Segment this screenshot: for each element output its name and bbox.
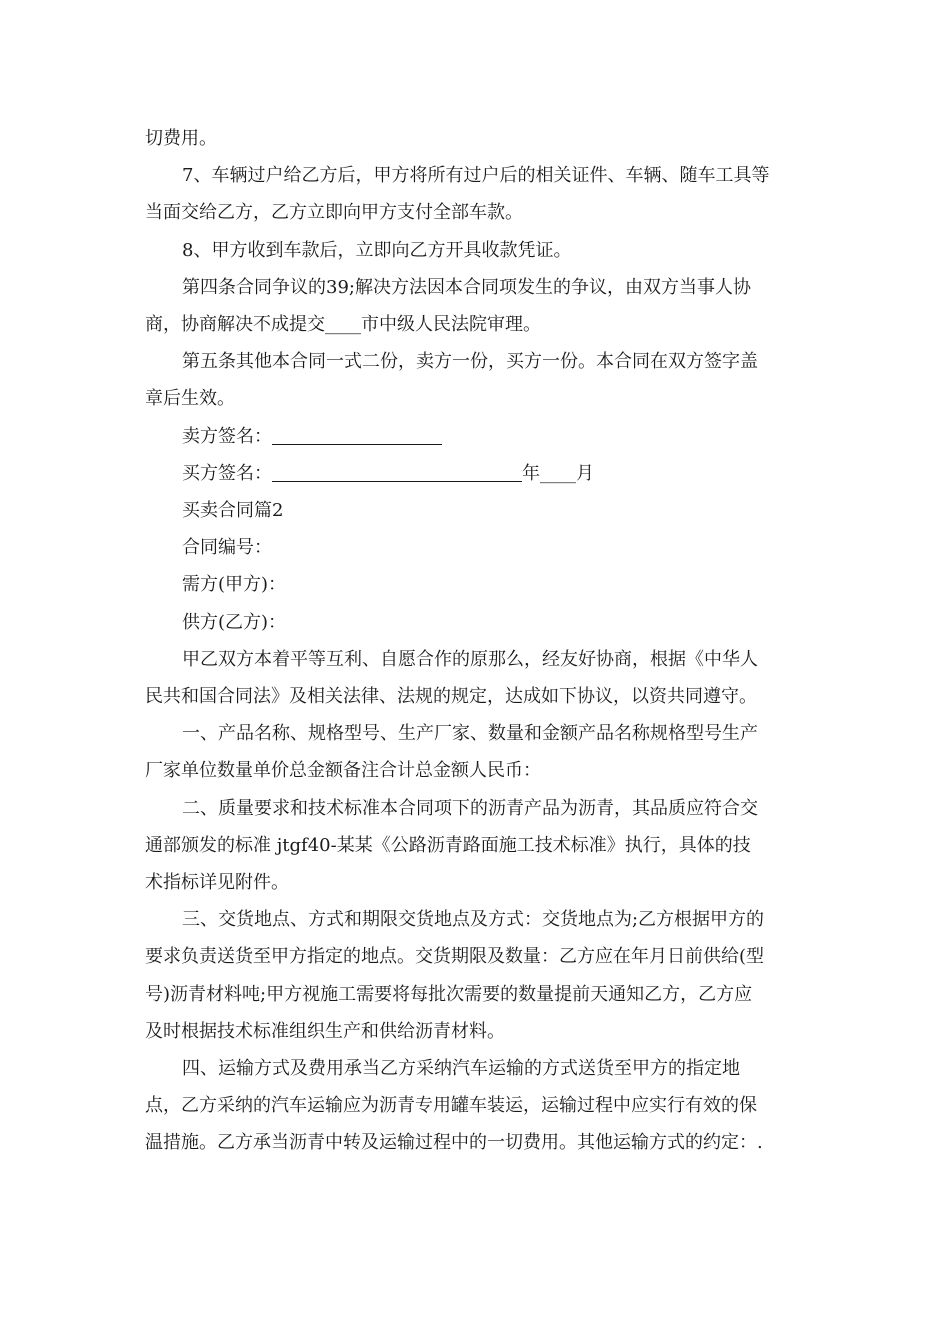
text-line: 第五条其他本合同一式二份，卖方一份，买方一份。本合同在双方签字盖 xyxy=(182,351,758,373)
month-label: 月 xyxy=(576,462,594,484)
seller-signature-line xyxy=(145,418,810,455)
buyer-signature-blank xyxy=(272,463,522,482)
seller-signature-blank xyxy=(272,426,442,445)
text-line: 7、车辆过户给乙方后，甲方将所有过户后的相关证件、车辆、随车工具等 xyxy=(182,165,770,187)
text-line: 二、质量要求和技术标准本合同项下的沥青产品为沥青，其品质应符合交 xyxy=(182,797,758,819)
text-line: 第四条合同争议的39;解决方法因本合同项发生的争议，由双方当事人协 xyxy=(182,276,751,298)
text-line: 三、交货地点、方式和期限交货地点及方式：交货地点为;乙方根据甲方的 xyxy=(182,909,765,931)
text-line: 当面交给乙方，乙方立即向甲方支付全部车款。 xyxy=(145,202,523,224)
buyer-signature-label: 买方签名： xyxy=(182,462,272,484)
text-line: 章后生效。 xyxy=(145,388,235,410)
text-line: 号)沥青材料吨;甲方视施工需要将每批次需要的数量提前天通知乙方，乙方应 xyxy=(145,983,753,1005)
text-line: 商，协商解决不成提交____市中级人民法院审理。 xyxy=(145,314,541,336)
text-line: 要求负责送货至甲方指定的地点。交货期限及数量：乙方应在年月日前供给(型 xyxy=(145,946,765,968)
text-line: 切费用。 xyxy=(145,128,217,149)
year-label: 年 xyxy=(522,462,540,484)
text-line: 甲乙双方本着平等互利、自愿合作的原那么，经友好协商，根据《中华人 xyxy=(182,648,758,670)
text-line: 8、甲方收到车款后，立即向乙方开具收款凭证。 xyxy=(182,239,572,261)
text-line: 术指标详见附件。 xyxy=(145,872,289,894)
text-line: 温措施。乙方承当沥青中转及运输过程中的一切费用。其他运输方式的约定：. xyxy=(145,1132,763,1154)
text-line: 通部颁发的标准 jtgf40-某某《公路沥青路面施工技术标准》执行，具体的技 xyxy=(145,834,751,856)
seller-signature-label: 卖方签名： xyxy=(182,425,272,447)
contract-part-2 xyxy=(145,492,810,1162)
month-blank: ____ xyxy=(540,462,576,484)
text-line: 厂家单位数量单价总金额备注合计总金额人民币： xyxy=(145,760,541,782)
text-line: 一、产品名称、规格型号、生产厂家、数量和金额产品名称规格型号生产 xyxy=(182,723,758,745)
text-line: 四、运输方式及费用承当乙方采纳汽车运输的方式送货至甲方的指定地 xyxy=(182,1058,740,1080)
text-line: 及时根据技术标准组织生产和供给沥青材料。 xyxy=(145,1020,505,1042)
text-line: 民共和国合同法》及相关法律、法规的规定，达成如下协议，以资共同遵守。 xyxy=(145,686,757,708)
text-line: 合同编号： xyxy=(182,537,272,559)
text-line: 买卖合同篇2 xyxy=(182,500,284,522)
text-line: 点，乙方采纳的汽车运输应为沥青专用罐车装运，运输过程中应实行有效的保 xyxy=(145,1095,757,1117)
text-line: 供方(乙方)： xyxy=(182,611,287,633)
text-line: 需方(甲方)： xyxy=(182,574,287,596)
buyer-signature-line xyxy=(145,455,810,492)
contract-part-1 xyxy=(145,120,810,418)
document-body xyxy=(145,120,810,1162)
